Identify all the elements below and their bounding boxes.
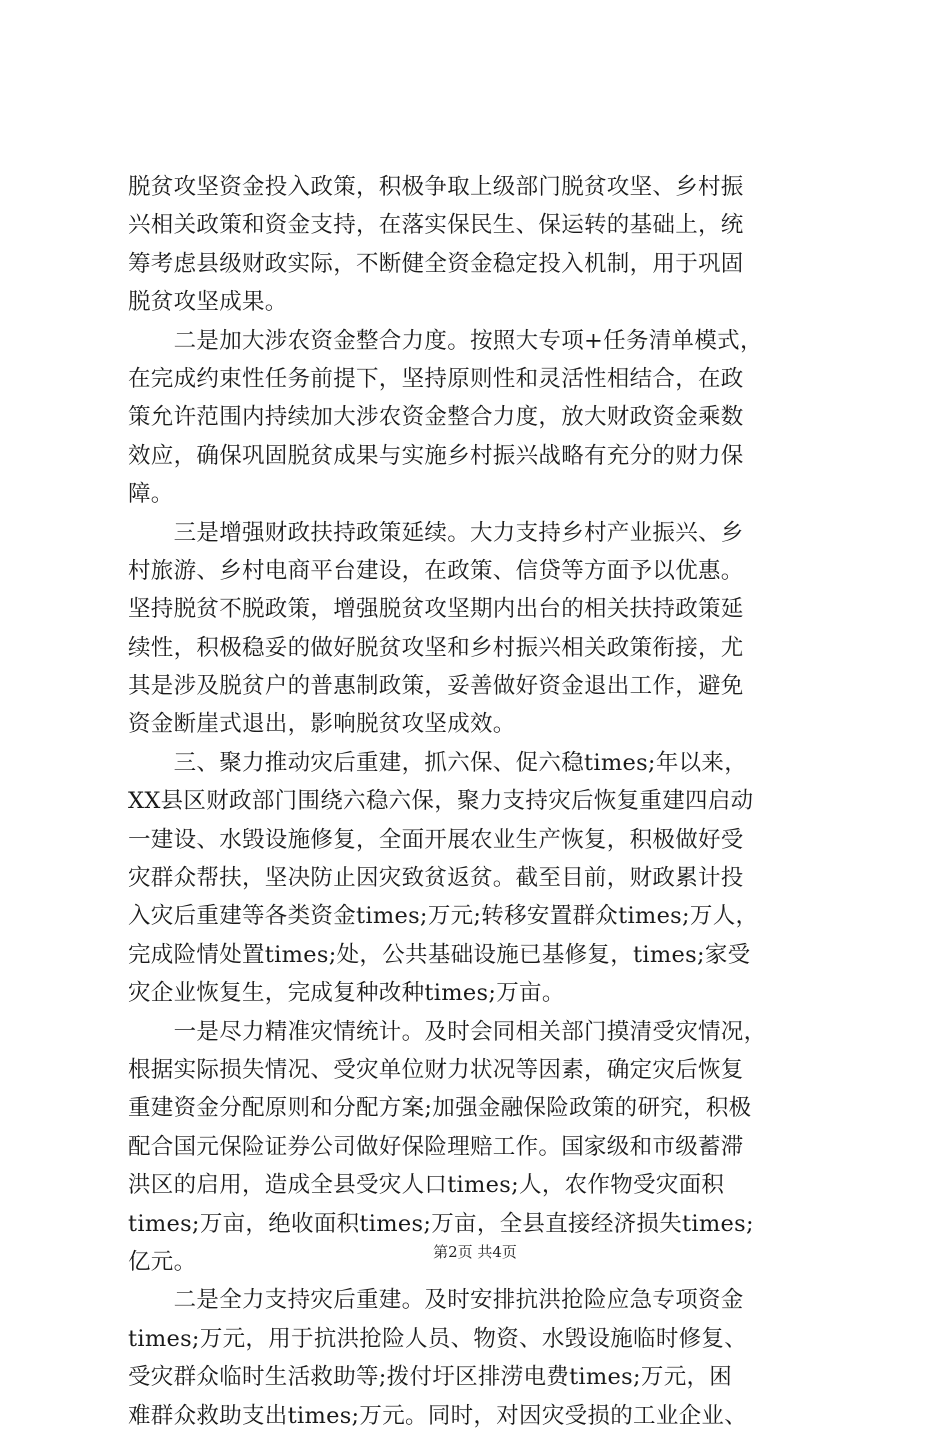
text-line: 亿元。: [128, 1248, 197, 1275]
text-line: 一是尽力精准灾情统计。及时会同相关部门摸清受灾情况，: [128, 1018, 767, 1045]
text-line: times;万亩，绝收面积times;万亩，全县直接经济损失times;: [128, 1210, 754, 1237]
text-line: 坚持脱贫不脱政策，增强脱贫攻坚期内出台的相关扶持政策延: [128, 596, 744, 623]
page-number-footer: 第2页 共4页: [433, 1243, 517, 1261]
text-line: 在完成约束性任务前提下，坚持原则性和灵活性相结合，在政: [128, 365, 744, 392]
text-line: 资金断崖式退出，影响脱贫攻坚成效。: [128, 711, 516, 738]
text-line: 灾群众帮扶，坚决防止因灾致贫返贫。截至目前，财政累计投: [128, 865, 744, 892]
text-line: 难群众救助支出times;万元。同时，对因灾受损的工业企业、: [128, 1402, 748, 1429]
text-line: 配合国元保险证券公司做好保险理赔工作。国家级和市级蓄滞: [128, 1133, 744, 1160]
text-line: 完成险情处置times;处，公共基础设施已基修复，times;家受: [128, 941, 751, 968]
text-line: 三是增强财政扶持政策延续。大力支持乡村产业振兴、乡: [128, 519, 744, 546]
text-line: 二是全力支持灾后重建。及时安排抗洪抢险应急专项资金: [128, 1287, 744, 1314]
text-line: 效应，确保巩固脱贫成果与实施乡村振兴战略有充分的财力保: [128, 442, 744, 469]
text-line: 村旅游、乡村电商平台建设，在政策、信贷等方面予以优惠。: [128, 557, 744, 584]
text-line: 障。: [128, 481, 174, 508]
text-line: 脱贫攻坚成果。: [128, 289, 288, 316]
text-line: 二是加大涉农资金整合力度。按照大专项+任务清单模式，: [128, 327, 763, 354]
text-line: 脱贫攻坚资金投入政策，积极争取上级部门脱贫攻坚、乡村振: [128, 174, 744, 200]
text-line: 其是涉及脱贫户的普惠制政策，妥善做好资金退出工作，避免: [128, 673, 744, 700]
text-line: 受灾群众临时生活救助等;拨付圩区排涝电费times;万元，困: [128, 1364, 733, 1391]
text-line: 兴相关政策和资金支持，在落实保民生、保运转的基础上，统: [128, 212, 744, 239]
text-line: 根据实际损失情况、受灾单位财力状况等因素，确定灾后恢复: [128, 1056, 744, 1083]
text-line: times;万元，用于抗洪抢险人员、物资、水毁设施临时修复、: [128, 1325, 748, 1352]
text-line: 一建设、水毁设施修复，全面开展农业生产恢复，积极做好受: [128, 826, 744, 853]
text-line: 洪区的启用，造成全县受灾人口times;人，农作物受灾面积: [128, 1172, 725, 1199]
text-line: XX县区财政部门围绕六稳六保，聚力支持灾后恢复重建四启动: [128, 788, 754, 815]
text-line: 筹考虑县级财政实际，不断健全资金稳定投入机制，用于巩固: [128, 250, 744, 277]
text-line: 入灾后重建等各类资金times;万元;转移安置群众times;万人，: [128, 903, 759, 930]
text-line: 重建资金分配原则和分配方案;加强金融保险政策的研究，积极: [128, 1095, 752, 1122]
text-line: 灾企业恢复生，完成复种改种times;万亩。: [128, 980, 565, 1007]
text-line: 续性，积极稳妥的做好脱贫攻坚和乡村振兴相关政策衔接，尤: [128, 634, 744, 661]
text-line: 策允许范围内持续加大涉农资金整合力度，放大财政资金乘数: [128, 404, 744, 431]
text-line: 三、聚力推动灾后重建，抓六保、促六稳times;年以来，: [128, 749, 748, 776]
